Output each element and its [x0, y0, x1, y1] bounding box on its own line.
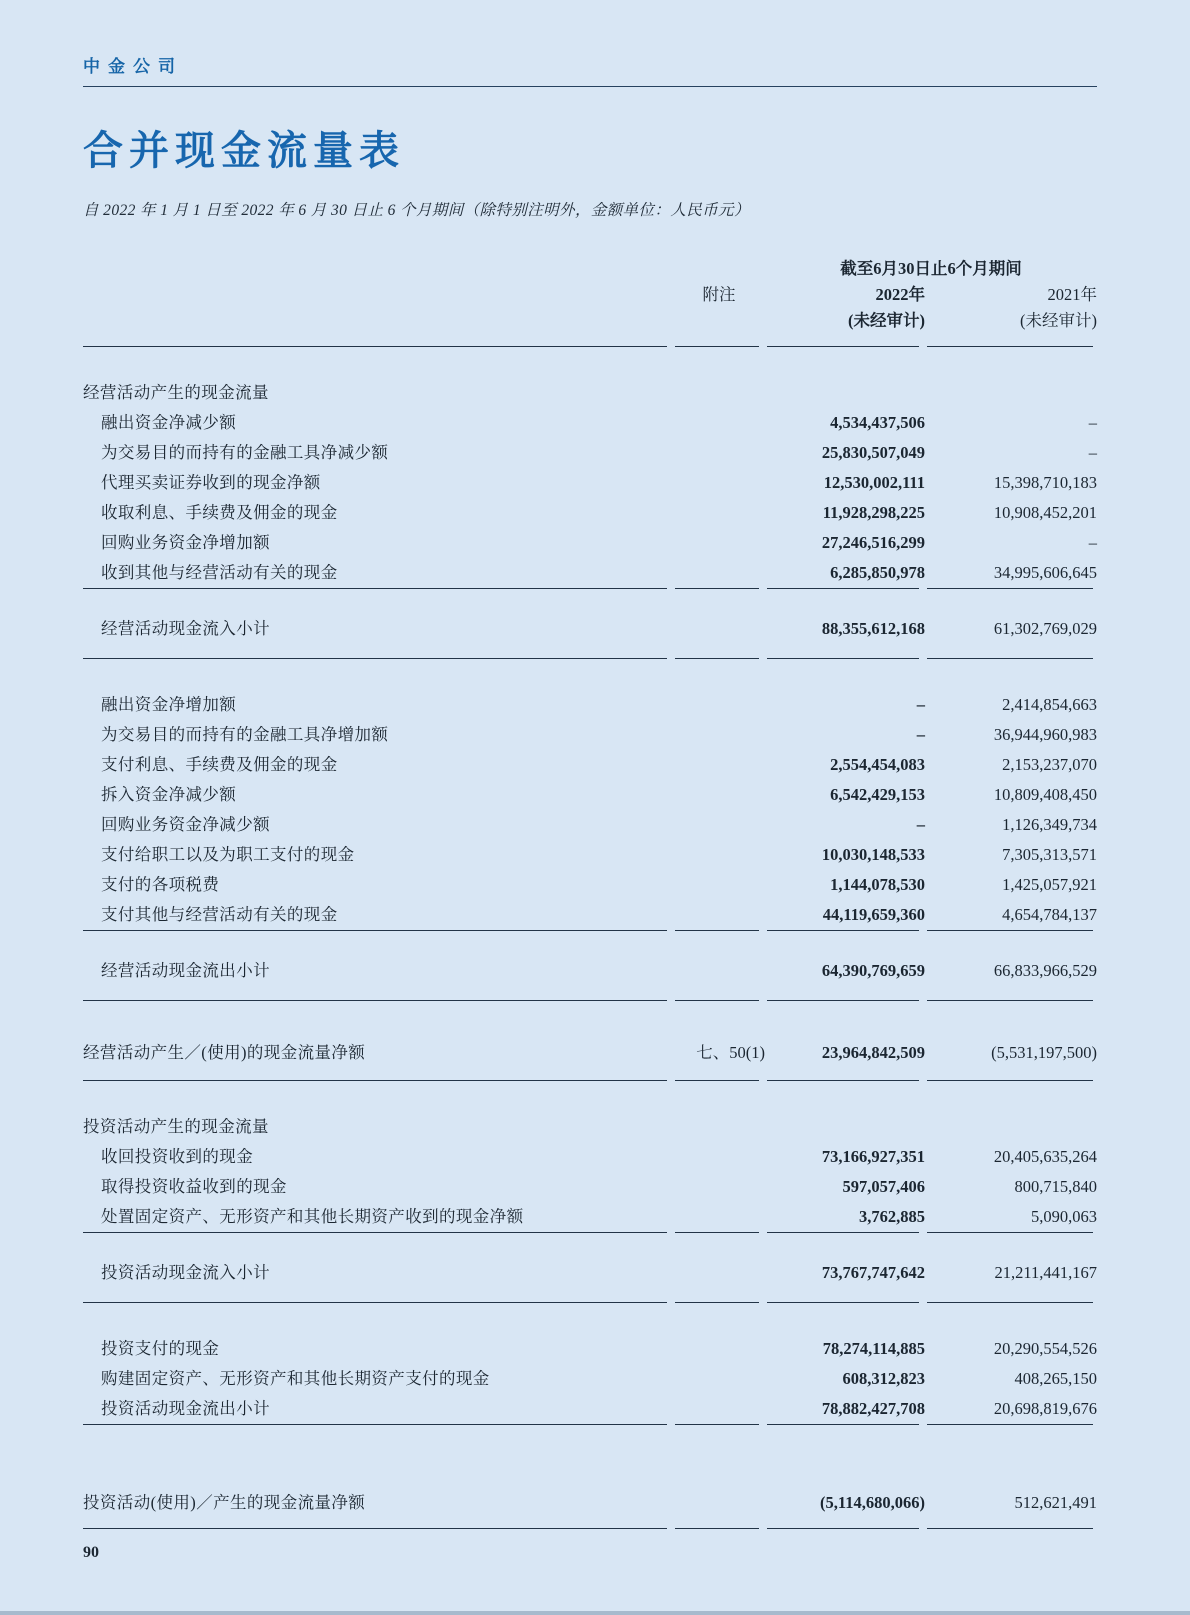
table-section-row — [83, 378, 1097, 408]
period-header: 截至6月30日止6个月期间 — [840, 259, 1022, 278]
cell-label: 支付的各项税费 — [101, 875, 220, 894]
audit-2021-header: (未经审计) — [1020, 311, 1097, 330]
cell-label: 经营活动现金流出小计 — [101, 961, 270, 980]
cell-v2022: 64,390,769,659 — [821, 961, 925, 980]
page-bottom-edge — [0, 1611, 1190, 1615]
cash-flow-table — [83, 256, 1097, 1530]
cell-label: 取得投资收益收到的现金 — [101, 1177, 287, 1196]
company-brand: 中金公司 — [83, 52, 1097, 87]
table-row — [83, 810, 1097, 840]
cell-v2021: 2,153,237,070 — [1002, 755, 1097, 774]
table-row — [83, 468, 1097, 498]
cell-v2022: – — [916, 725, 925, 744]
page-subtitle: 自 2022 年 1 月 1 日至 2022 年 6 月 30 日止 6 个月期间（除特别注明外，金额单位：人民币元） — [83, 202, 750, 219]
page-number: 90 — [83, 1544, 99, 1561]
cell-v2022: 25,830,507,049 — [821, 443, 925, 462]
cell-label: 投资活动(使用)／产生的现金流量净额 — [83, 1493, 366, 1512]
cell-v2022: 2,554,454,083 — [830, 755, 925, 774]
cell-v2021: – — [1088, 533, 1097, 552]
cell-label: 为交易目的而持有的金融工具净增加额 — [101, 725, 389, 744]
cell-label: 代理买卖证券收到的现金净额 — [101, 473, 321, 492]
cell-label: 支付给职工以及为职工支付的现金 — [101, 845, 355, 864]
cell-label: 支付利息、手续费及佣金的现金 — [101, 755, 338, 774]
cell-label: 收回投资收到的现金 — [101, 1147, 254, 1166]
table-rule — [83, 1080, 1097, 1082]
cell-v2022: 78,882,427,708 — [821, 1399, 925, 1418]
cell-label: 回购业务资金净减少额 — [101, 815, 270, 834]
cell-v2022: 4,534,437,506 — [830, 413, 925, 432]
cell-v2022: 3,762,885 — [859, 1207, 925, 1226]
cell-label: 融出资金净增加额 — [101, 695, 237, 714]
table-row — [83, 1142, 1097, 1172]
table-row — [83, 780, 1097, 810]
cell-label: 投资活动现金流入小计 — [101, 1263, 270, 1282]
cell-v2022: 78,274,114,885 — [822, 1339, 925, 1358]
cell-v2022: 6,285,850,978 — [830, 563, 925, 582]
table-row — [83, 590, 1097, 658]
table-header-period-row — [83, 256, 1097, 282]
table-row — [83, 1394, 1097, 1424]
cell-v2022: (5,114,680,066) — [820, 1493, 925, 1512]
table-row — [83, 1202, 1097, 1232]
cell-v2022: 44,119,659,360 — [822, 905, 925, 924]
table-rule — [83, 1528, 1097, 1530]
table-row — [83, 438, 1097, 468]
cell-v2021: 66,833,966,529 — [993, 961, 1097, 980]
cell-label: 投资活动现金流出小计 — [101, 1399, 270, 1418]
cell-label: 经营活动产生／(使用)的现金流量净额 — [83, 1043, 366, 1062]
cell-v2021: – — [1088, 413, 1097, 432]
cell-v2022: 23,964,842,509 — [821, 1043, 925, 1062]
cell-label: 支付其他与经营活动有关的现金 — [101, 905, 338, 924]
cell-label: 收到其他与经营活动有关的现金 — [101, 563, 338, 582]
cell-v2021: 7,305,313,571 — [1002, 845, 1097, 864]
cell-label: 处置固定资产、无形资产和其他长期资产收到的现金净额 — [101, 1207, 524, 1226]
cell-label: 融出资金净减少额 — [101, 413, 237, 432]
cell-v2021: 20,405,635,264 — [993, 1147, 1097, 1166]
cell-v2022: 27,246,516,299 — [821, 533, 925, 552]
table-row — [83, 1426, 1097, 1528]
table-row — [83, 932, 1097, 1000]
cell-label: 投资支付的现金 — [101, 1339, 220, 1358]
cell-v2022: 597,057,406 — [842, 1177, 925, 1196]
audit-2022-header: (未经审计) — [848, 311, 925, 330]
cell-v2021: 800,715,840 — [1014, 1177, 1097, 1196]
cell-label: 回购业务资金净增加额 — [101, 533, 270, 552]
table-row — [83, 1364, 1097, 1394]
cell-v2022: 10,030,148,533 — [821, 845, 925, 864]
table-row — [83, 690, 1097, 720]
cell-v2022: 73,166,927,351 — [821, 1147, 925, 1166]
year-2022-header: 2022年 — [875, 285, 925, 304]
table-row — [83, 558, 1097, 588]
cell-v2022: 11,928,298,225 — [822, 503, 925, 522]
note-column-header: 附注 — [702, 285, 736, 304]
cell-v2021: 36,944,960,983 — [993, 725, 1097, 744]
table-row — [83, 1002, 1097, 1080]
cell-v2021: (5,531,197,500) — [991, 1043, 1097, 1062]
cell-v2022: 1,144,078,530 — [830, 875, 925, 894]
cell-v2022: 88,355,612,168 — [821, 619, 925, 638]
cell-v2021: 10,908,452,201 — [993, 503, 1097, 522]
cell-v2021: 512,621,491 — [1014, 1493, 1097, 1512]
cell-v2022: 6,542,429,153 — [830, 785, 925, 804]
cell-note: 七、50(1) — [696, 1043, 765, 1062]
table-header-audit-row — [83, 308, 1097, 334]
table-row — [83, 900, 1097, 930]
cell-v2022: – — [916, 695, 925, 714]
table-row — [83, 528, 1097, 558]
cell-v2021: – — [1088, 443, 1097, 462]
table-row — [83, 870, 1097, 900]
table-header-year-row — [83, 282, 1097, 308]
table-row — [83, 408, 1097, 438]
cell-v2021: 15,398,710,183 — [993, 473, 1097, 492]
cell-v2021: 10,809,408,450 — [993, 785, 1097, 804]
cell-label: 经营活动现金流入小计 — [101, 619, 270, 638]
cell-v2021: 20,698,819,676 — [993, 1399, 1097, 1418]
year-2021-header: 2021年 — [1047, 285, 1097, 304]
table-row — [83, 498, 1097, 528]
page-title: 合并现金流量表 — [83, 128, 405, 173]
table-row — [83, 1234, 1097, 1302]
cell-v2022: 73,767,747,642 — [821, 1263, 925, 1282]
table-row — [83, 1172, 1097, 1202]
cell-v2021: 4,654,784,137 — [1002, 905, 1097, 924]
cell-v2021: 2,414,854,663 — [1002, 695, 1097, 714]
cell-v2021: 61,302,769,029 — [993, 619, 1097, 638]
table-rows — [83, 378, 1097, 1530]
table-rule — [83, 1302, 1097, 1304]
table-rule — [83, 658, 1097, 660]
cell-v2021: 1,126,349,734 — [1002, 815, 1097, 834]
cell-v2021: 1,425,057,921 — [1002, 875, 1097, 894]
cell-v2022: – — [916, 815, 925, 834]
cell-label: 收取利息、手续费及佣金的现金 — [101, 503, 338, 522]
cell-label: 投资活动产生的现金流量 — [83, 1117, 269, 1136]
cell-v2021: 34,995,606,645 — [993, 563, 1097, 582]
cell-label: 为交易目的而持有的金融工具净减少额 — [101, 443, 389, 462]
cell-v2021: 21,211,441,167 — [994, 1263, 1097, 1282]
table-header-rule — [83, 346, 1097, 348]
cell-label: 拆入资金净减少额 — [101, 785, 237, 804]
cell-label: 购建固定资产、无形资产和其他长期资产支付的现金 — [101, 1369, 490, 1388]
cell-v2021: 20,290,554,526 — [993, 1339, 1097, 1358]
cell-v2022: 12,530,002,111 — [823, 473, 925, 492]
cell-label: 经营活动产生的现金流量 — [83, 383, 269, 402]
cell-v2021: 5,090,063 — [1031, 1207, 1097, 1226]
table-row — [83, 1334, 1097, 1364]
cell-v2021: 408,265,150 — [1014, 1369, 1097, 1388]
table-row — [83, 720, 1097, 750]
table-section-row — [83, 1112, 1097, 1142]
table-row — [83, 840, 1097, 870]
table-row — [83, 750, 1097, 780]
cell-v2022: 608,312,823 — [842, 1369, 925, 1388]
